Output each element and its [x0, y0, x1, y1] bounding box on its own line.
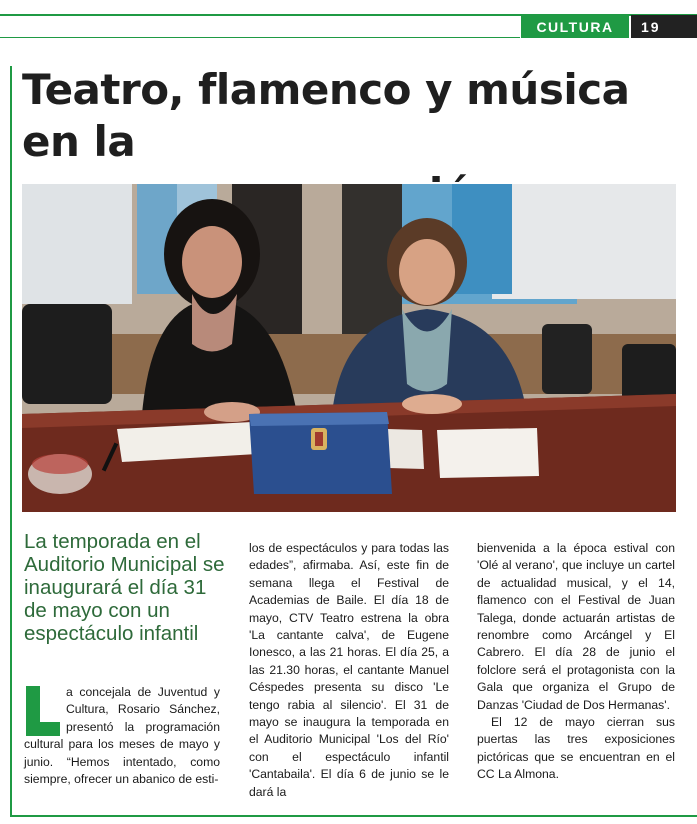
article-photo	[22, 184, 676, 512]
dropcap-glyph	[24, 686, 60, 736]
body-paragraph-3: bienvenida a la época estival con 'Olé al verano', que incluye un cartel de actualidad musical, y el 14, flamenco con el Festival de Juan Talega, donde actuarán artistas de renombre como Arcángel y El Cabrero. El día 28 de junio el folclore será el protagonista con la Gala que organiza el Grupo de Danzas 'Ciudad de Dos Hermanas'.	[477, 541, 675, 712]
body-paragraph-1: a concejala de Juventud y Cultura, Rosario Sánchez, presentó la programación cultural para los meses de mayo y junio. “Hemos intentado, como siempre, ofrecer un abanico de esti-	[24, 685, 220, 787]
header-rule-thin	[0, 37, 520, 38]
left-margin-rule	[10, 66, 12, 816]
body-paragraph-4: El 12 de mayo cierran sus puertas las tres exposiciones pictóricas que se encuentran en el CC La Almona.	[477, 715, 675, 782]
headline-line-1: Teatro, flamenco y música en la	[22, 65, 630, 166]
dropcap	[24, 686, 60, 736]
lead-subheading: La temporada en el Auditorio Municipal se inaugurará el día 31 de mayo con un espectáculo infantil	[24, 530, 225, 645]
body-paragraph-2: los de espectáculos y para todas las edades”, afirmaba. Así, este fin de semana llega el Festival de Academias de Baile. El día 18 de mayo, CTV Teatro estrena la obra 'La cantante calva', de Eugene Ionesco, a las 21 horas. El día 25, a las 21.30 horas, el cantante Manuel Céspedes presenta su disco 'Le tengo rabia al silencio'. El 31 de mayo se inaugura la temporada en el Auditorio Municipal 'Los del Río' con el espectáculo infantil 'Cantabaila'. El día 6 de junio se le dará la	[249, 541, 449, 799]
photo-illustration	[22, 184, 676, 512]
footer-rule	[10, 815, 697, 817]
section-label: CULTURA	[521, 15, 629, 38]
body-column-1	[24, 684, 220, 788]
body-column-2	[249, 540, 449, 801]
body-column-3	[477, 540, 675, 784]
page-number: 19	[631, 15, 697, 38]
